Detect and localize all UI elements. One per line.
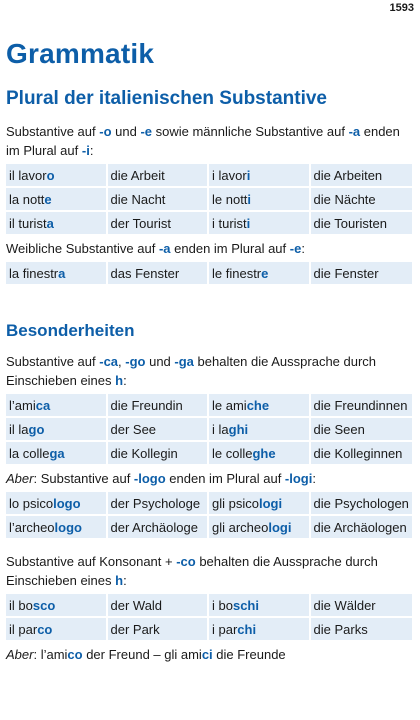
text-segment: : — [123, 373, 127, 388]
singular-translation-cell — [108, 188, 210, 212]
singular-translation-cell — [108, 164, 210, 188]
plural-cell — [209, 492, 311, 516]
rule-text — [6, 239, 412, 258]
plural-cell — [209, 618, 311, 642]
singular-cell — [6, 188, 108, 212]
singular-cell — [6, 442, 108, 466]
highlight-ending: -logi — [284, 471, 313, 486]
text-segment: Substantive auf — [6, 354, 100, 369]
text-segment: die Wälder — [313, 597, 376, 613]
singular-translation-cell — [108, 394, 210, 418]
table-row — [6, 212, 412, 236]
text-segment: die Kolleginnen — [313, 445, 403, 461]
plural-translation-cell — [311, 594, 413, 618]
page-title: Grammatik — [6, 38, 155, 69]
singular-cell — [6, 212, 108, 236]
highlight-ending: ghe — [252, 445, 276, 461]
vocab-table — [6, 492, 412, 540]
text-segment: behalten die Aussprache durch Einschieben eines — [6, 354, 377, 388]
text-segment: il la — [9, 421, 29, 437]
highlight-ending: -co — [176, 554, 196, 569]
table-row — [6, 418, 412, 442]
text-segment: gli archeo — [212, 519, 269, 535]
vocab-table — [6, 394, 412, 466]
emphasis-text: Aber — [6, 471, 34, 486]
plural-translation-cell — [311, 394, 413, 418]
singular-cell — [6, 618, 108, 642]
text-segment: die Archäologen — [313, 519, 407, 535]
text-segment: il lavor — [9, 167, 47, 183]
text-segment: : Substantive auf — [33, 471, 134, 486]
text-segment: die Nächte — [313, 191, 376, 207]
text-segment: l’archeo — [9, 519, 55, 535]
singular-cell — [6, 262, 108, 286]
plural-translation-cell — [311, 492, 413, 516]
text-segment: die Freundin — [110, 397, 183, 413]
highlight-ending: h — [115, 573, 124, 588]
rule-text — [6, 645, 412, 664]
text-segment: l’ami — [9, 397, 36, 413]
highlight-ending: e — [44, 191, 52, 207]
table-row — [6, 164, 412, 188]
highlight-ending: -e — [289, 241, 302, 256]
singular-cell — [6, 164, 108, 188]
text-segment: die Parks — [313, 621, 368, 637]
plural-cell — [209, 188, 311, 212]
text-segment: le nott — [212, 191, 248, 207]
plural-translation-cell — [311, 516, 413, 540]
highlight-ending: e — [261, 265, 269, 281]
highlight-ending: ci — [201, 647, 213, 662]
plural-translation-cell — [311, 188, 413, 212]
highlight-ending: logi — [258, 495, 283, 511]
text-segment: i bo — [212, 597, 233, 613]
plural-translation-cell — [311, 164, 413, 188]
text-segment: le ami — [212, 397, 247, 413]
highlight-ending: -logo — [133, 471, 166, 486]
text-segment: der See — [110, 421, 157, 437]
highlight-ending: co — [67, 647, 83, 662]
text-segment: der Psychologe — [110, 495, 201, 511]
highlight-ending: -i — [81, 143, 90, 158]
text-segment: der Park — [110, 621, 160, 637]
plural-translation-cell — [311, 418, 413, 442]
text-segment: die Freundinnen — [313, 397, 408, 413]
text-segment: i par — [212, 621, 238, 637]
text-segment: il turist — [9, 215, 47, 231]
highlight-ending: logo — [53, 495, 81, 511]
section-title: Plural der italienischen Substantive — [6, 88, 327, 109]
table-row — [6, 618, 412, 642]
text-segment: und — [111, 124, 141, 139]
singular-cell — [6, 418, 108, 442]
highlight-ending: -a — [158, 241, 171, 256]
text-segment: behalten die Aussprache durch Einschieben eines — [6, 554, 378, 588]
singular-cell — [6, 516, 108, 540]
text-segment: enden im Plural auf — [6, 124, 400, 158]
highlight-ending: -o — [99, 124, 112, 139]
text-segment: gli psico — [212, 495, 259, 511]
highlight-ending: a — [58, 265, 66, 281]
text-segment: : l’ami — [33, 647, 68, 662]
text-segment: Substantive auf Konsonant + — [6, 554, 177, 569]
text-segment: der Wald — [110, 597, 163, 613]
singular-cell — [6, 492, 108, 516]
text-segment: die Arbeiten — [313, 167, 383, 183]
text-segment: der Freund – gli ami — [82, 647, 202, 662]
vocab-table — [6, 262, 412, 286]
text-segment: die Nacht — [110, 191, 166, 207]
singular-translation-cell — [108, 492, 210, 516]
plural-cell — [209, 262, 311, 286]
table-row — [6, 394, 412, 418]
highlight-ending: schi — [232, 597, 259, 613]
highlight-ending: logi — [268, 519, 292, 535]
plural-cell — [209, 516, 311, 540]
text-segment: Substantive auf — [6, 124, 100, 139]
table-row — [6, 516, 412, 540]
text-segment: le colle — [212, 445, 253, 461]
vocab-table — [6, 594, 412, 642]
text-segment: enden im Plural auf — [165, 471, 285, 486]
emphasis-text: Aber — [6, 647, 34, 662]
text-segment: i la — [212, 421, 229, 437]
plural-translation-cell — [311, 212, 413, 236]
highlight-ending: ghi — [228, 421, 249, 437]
highlight-ending: ga — [49, 445, 65, 461]
singular-translation-cell — [108, 618, 210, 642]
text-segment: la nott — [9, 191, 45, 207]
plural-translation-cell — [311, 442, 413, 466]
highlight-ending: ca — [35, 397, 51, 413]
plural-cell — [209, 212, 311, 236]
highlight-ending: chi — [237, 621, 257, 637]
singular-translation-cell — [108, 516, 210, 540]
text-segment: : — [312, 471, 316, 486]
table-row — [6, 594, 412, 618]
text-segment: der Archäologe — [110, 519, 198, 535]
text-segment: das Fenster — [110, 265, 180, 281]
highlight-ending: o — [46, 167, 55, 183]
text-segment: der Tourist — [110, 215, 171, 231]
highlight-ending: sco — [32, 597, 56, 613]
text-segment: die Arbeit — [110, 167, 165, 183]
highlight-ending: i — [246, 215, 251, 231]
text-segment: i turist — [212, 215, 247, 231]
text-segment: la finestr — [9, 265, 59, 281]
text-segment: : — [89, 143, 94, 158]
text-segment: : — [301, 241, 305, 256]
text-segment: il bo — [9, 597, 33, 613]
subsection-title: Besonderheiten — [6, 321, 135, 340]
plural-cell — [209, 594, 311, 618]
text-segment: die Psychologen — [313, 495, 409, 511]
text-segment: Weibliche Substantive auf — [6, 241, 159, 256]
rule-text — [6, 352, 412, 390]
highlight-ending: -go — [125, 354, 146, 369]
text-segment: enden im Plural auf — [170, 241, 290, 256]
highlight-ending: h — [115, 373, 124, 388]
plural-cell — [209, 164, 311, 188]
text-segment: : — [123, 573, 127, 588]
vocab-table — [6, 164, 412, 236]
singular-translation-cell — [108, 212, 210, 236]
highlight-ending: i — [246, 167, 251, 183]
highlight-ending: -a — [348, 124, 361, 139]
highlight-ending: -ca — [99, 354, 119, 369]
highlight-ending: go — [28, 421, 45, 437]
plural-cell — [209, 442, 311, 466]
text-segment: die Touristen — [313, 215, 387, 231]
text-segment: die Seen — [313, 421, 365, 437]
highlight-ending: co — [37, 621, 53, 637]
table-row — [6, 262, 412, 286]
singular-cell — [6, 594, 108, 618]
plural-translation-cell — [311, 618, 413, 642]
table-row — [6, 442, 412, 466]
text-segment: le finestr — [212, 265, 262, 281]
rule-text — [6, 122, 412, 160]
highlight-ending: -ga — [174, 354, 194, 369]
text-segment: i lavor — [212, 167, 247, 183]
text-segment: die Kollegin — [110, 445, 178, 461]
highlight-ending: -e — [140, 124, 152, 139]
plural-cell — [209, 394, 311, 418]
page-number: 1593 — [389, 2, 414, 14]
singular-cell — [6, 394, 108, 418]
text-segment: , — [118, 354, 126, 369]
singular-translation-cell — [108, 262, 210, 286]
singular-translation-cell — [108, 418, 210, 442]
text-segment: die Fenster — [313, 265, 379, 281]
rule-text — [6, 469, 412, 488]
highlight-ending: i — [247, 191, 252, 207]
singular-translation-cell — [108, 594, 210, 618]
table-row — [6, 188, 412, 212]
text-segment: sowie männliche Substantive auf — [152, 124, 349, 139]
text-segment: die Freunde — [212, 647, 286, 662]
plural-cell — [209, 418, 311, 442]
highlight-ending: a — [46, 215, 54, 231]
text-segment: la colle — [9, 445, 50, 461]
text-segment: lo psico — [9, 495, 54, 511]
text-segment: und — [145, 354, 175, 369]
rule-text — [6, 552, 412, 590]
highlight-ending: logo — [54, 519, 82, 535]
text-segment: il par — [9, 621, 38, 637]
plural-translation-cell — [311, 262, 413, 286]
table-row — [6, 492, 412, 516]
singular-translation-cell — [108, 442, 210, 466]
highlight-ending: che — [246, 397, 270, 413]
